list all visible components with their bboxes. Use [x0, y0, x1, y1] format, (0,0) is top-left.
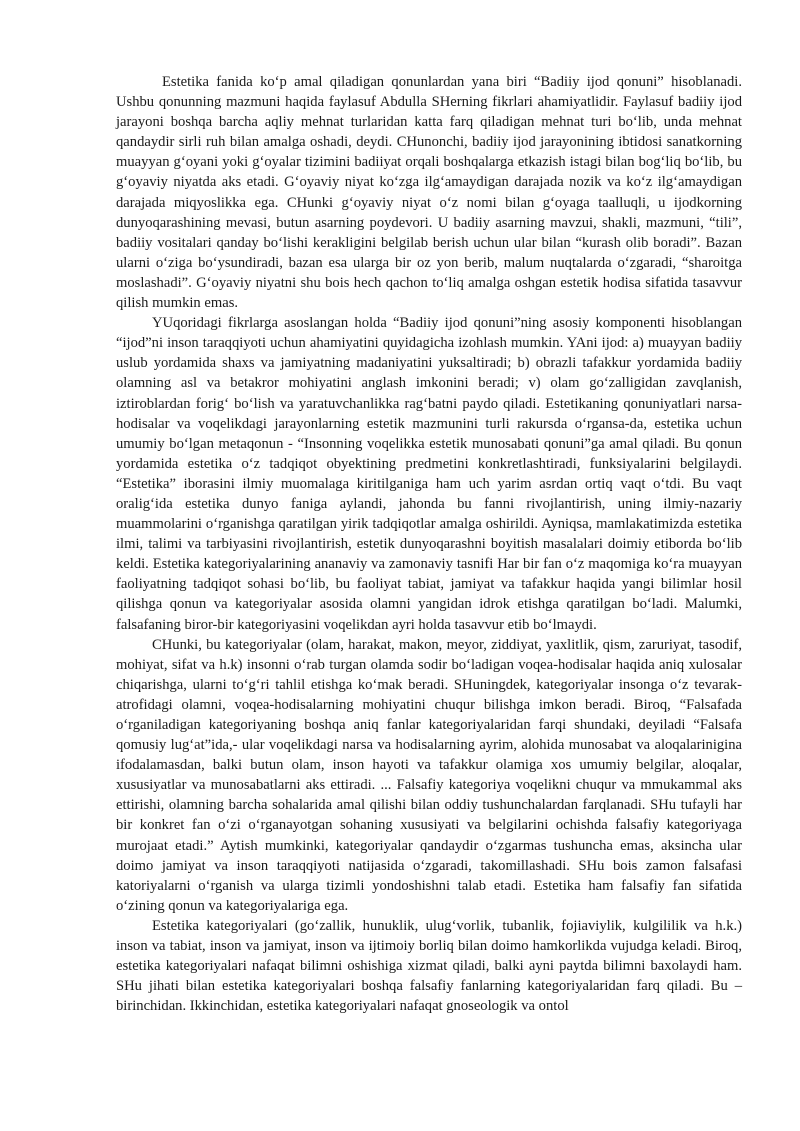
paragraph-badiiy-ijod-qonuni: Estetika fanida ko‘p amal qiladigan qonunlardan yana biri “Badiiy ijod qonuni” hisoblanadi. Ushbu qonunning mazmuni haqida faylasuf Abdulla SHerning fikrlari ahamiyatlidir. Faylasuf badiiy ijod jarayoni boshqa barcha aqliy mehnat turlaridan katta farq qiladigan mehnat turi bo‘lib, unda mehnat qandaydir sirli ruh bilan amalga oshadi, deydi. CHunonchi, badiiy ijod jarayonining ibtidosi sanatkorning muayyan g‘oyani yoki g‘oyalar tizimini badiiyat orqali boshqalarga etkazish istagi bilan bog‘liq bo‘lib, bu g‘oyaviy niyatda aks etadi. G‘oyaviy niyat ko‘zga ilg‘amaydigan darajada nozik va ko‘z ilg‘amaydigan darajada miqyoslikka ega. CHunki g‘oyaviy niyat o‘z nomi bilan g‘oyaga taalluqli, u ijodkorning dunyoqarashining mevasi, butun asarning poydevori. U badiiy asarning mavzui, shakli, mazmuni, “tili”, badiiy vositalari qanday bo‘lishi kerakligini belgilab berish uchun ular bilan “kurash olib boradi”. Bazan ularni o‘ziga bo‘ysundiradi, bazan esa ularga bir oz yon berib, malum nuqtalarda o‘zgaradi, “sharoitga moslashadi”. G‘oyaviy niyatni shu bois hech qachon to‘liq amalga oshgan estetik hodisa sifatida tasavvur qilish mumkin emas. — [116, 74, 742, 312]
document-page — [116, 72, 742, 1016]
paragraph-kategoriyalar: CHunki, bu kategoriyalar (olam, harakat, makon, meyor, ziddiyat, yaxlitlik, qism, zaruriyat, tasodif, mohiyat, sifat va h.k) insonni o‘rab turgan olamda sodir bo‘ladigan voqea-hodisalar haqida aniq xulosalar chiqarishga, ularni to‘g‘ri tahlil etishga ko‘mak beradi. SHuningdek, kategoriyalar insonga o‘z tevarak-atrofidagi olamni, voqea-hodisalarning mohiyatini chuqur bilishga imkon beradi. Biroq, “Falsafada o‘rganiladigan kategoriyaning boshqa aniq fanlar kategoriyalaridan farqi shundaki, deyiladi “Falsafa qomusiy lug‘at”ida,- ular voqelikdagi narsa va hodisalarning ayrim, alohida munosabat va aloqalarinigina ifodalamasdan, balki butun olam, inson hayoti va tafakkur olamiga xos umumiy belgilar, aloqalar, xususiyatlar va munosabatlarni aks ettiradi. ... Falsafiy kategoriya voqelikni chuqur va mmukammal aks ettirishi, olamning barcha sohalarida amal qilishi bilan oddiy tushunchalardan farqlanadi. SHu tufayli har bir konkret fan o‘zi o‘rganayotgan sohaning xususiyati va belgilarini ochishda falsafiy kategoriyaga murojaat etadi.” Aytish mumkinki, kategoriyalar qandaydir o‘zgarmas tushuncha emas, aksincha ular doimo jamiyat va inson taraqqiyoti natijasida o‘zgaradi, takomillashadi. SHu bois zamon falsafasi katoriyalarni o‘rganish va ularga tizimli yondoshishni talab etadi. Estetika ham falsafiy fan sifatida o‘zining qonun va kategoriyalariga ega. — [116, 636, 742, 914]
paragraph-estetika-kategoriyalari: Estetika kategoriyalari (go‘zallik, hunuklik, ulug‘vorlik, tubanlik, fojiaviylik, kulgililik va h.k.) inson va tabiat, inson va jamiyat, inson va ijtimoiy borliq bilan doimo hamkorlikda vujudga keladi. Biroq, estetika kategoriyalari nafaqat bilimni oshishiga xizmat qiladi, balki ayni paytda bilimni baxolaydi ham. SHu jihati bilan estetika kategoriyalari boshqa falsafiy fanlarning kategoriyalaridan farq qiladi. Bu – birinchidan. Ikkinchidan, estetika kategoriyalari nafaqat gnoseologik va ontol — [116, 917, 742, 1015]
paragraph-ijod-ahamiyati: YUqoridagi fikrlarga asoslangan holda “Badiiy ijod qonuni”ning asosiy komponenti hisoblangan “ijod”ni inson taraqqiyoti uchun ahamiyatini quyidagicha izohlash mumkin. YAni ijod: a) muayyan badiiy uslub yordamida shaxs va jamiyatning madaniyatini yuksaltiradi; b) obrazli tafakkur yordamida badiiy olamning asl va betakror mohiyatini anglash imkonini beradi; v) olam go‘zalligidan zavqlanish, iztiroblardan forig‘ bo‘lish va yaratuvchanlikka rag‘batni paydo qiladi. Estetikaning qonuniyatlari narsa-hodisalar va voqelikdagi jarayonlarning estetik mazmunini turli rakursda o‘rgansa-da, estetika uchun umumiy bo‘lgan metaqonun - “Insonning voqelikka estetik munosabati qonuni”ga amal qiladi. Bu qonun yordamida estetika o‘z tadqiqot obyektining predmetini konkretlashtiradi, funksiyalarini belgilaydi. “Estetika” iborasini ilmiy muomalaga kiritilganiga ham uch yarim asrdan ortiq vaqt o‘tdi. Bu vaqt oralig‘ida estetika dunyo faniga aylandi, jahonda bu fanni rivojlantirish, uning ilmiy-nazariy muammolarini o‘rganishga qaratilgan yirik tadqiqotlar amalga oshirildi. Ayniqsa, mamlakatimizda estetika ilmi, talimi va tarbiyasini rivojlantirish, estetik dunyoqarashni boyitish masalalari doimiy etiborda bo‘lib keldi. Estetika kategoriyalarining ananaviy va zamonaviy tasnifi Har bir fan o‘z maqomiga ko‘ra muayyan faoliyatning tadqiqot sohasi bo‘lib, bu faoliyat tabiat, jamiyat va tafakkur haqida yangi bilimlar hosil qilishga qonun va kategoriyalar asosida olamni yangidan idrok etishga qaratilgan bo‘ladi. Malumki, falsafaning biror-bir kategoriyasini voqelikdan ayri holda tasavvur etib bo‘lmaydi. — [116, 315, 742, 633]
